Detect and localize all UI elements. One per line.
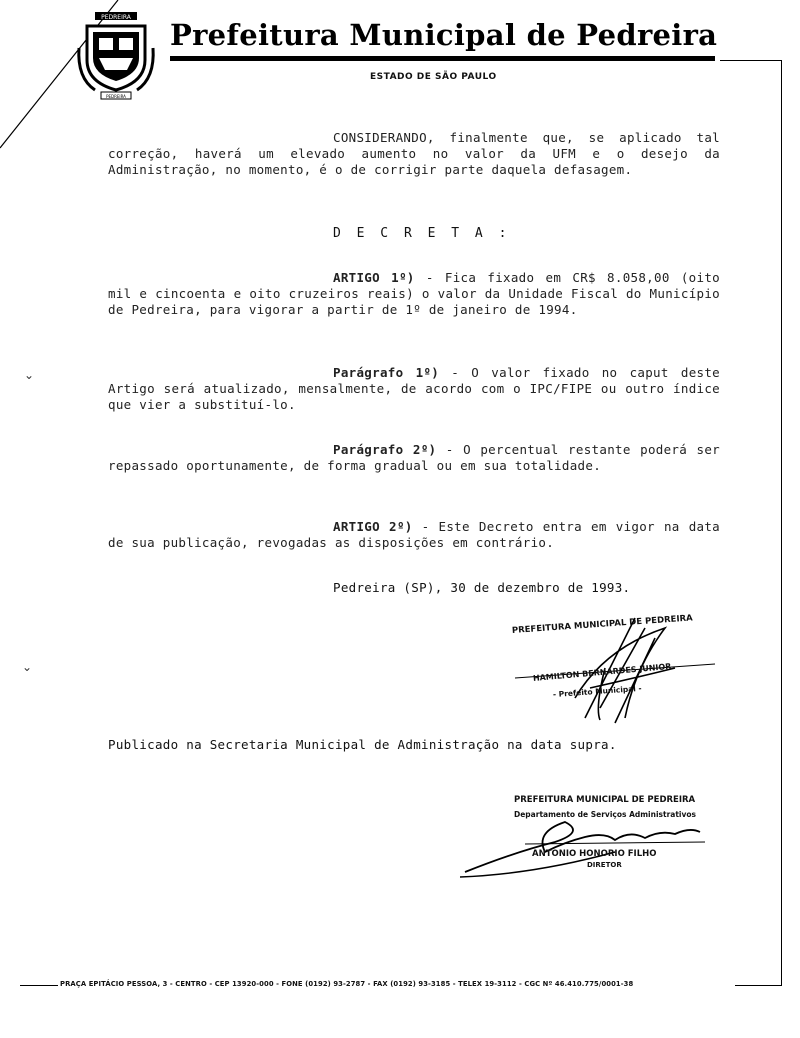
article-2-text: - Este Decreto entra em vigor na data de sua publicação, revogadas as disposições em contrário. (108, 519, 728, 550)
paragraph-1-heading: Parágrafo 1º) (333, 365, 440, 380)
state-subtitle: ESTADO DE SÃO PAULO (370, 72, 497, 82)
published-note: Publicado na Secretaria Municipal de Administração na data supra. (108, 737, 617, 752)
paragraph-2-heading: Parágrafo 2º) (333, 442, 437, 457)
title-underline (170, 56, 715, 61)
paragraph-2-text: - O percentual restante poderá ser repassado oportunamente, de forma gradual ou em sua totalidade. (108, 442, 728, 473)
mayor-role: - Prefeito Municipal - (552, 683, 642, 699)
article-1-text: - Fica fixado em CR$ 8.058,00 (oito mil e cincoenta e oito cruzeiros reais) o valor da Unidade Fiscal do Município de Pedreira, para vigorar a partir de 1º de janeiro de 1994. (108, 270, 728, 317)
coat-of-arms-icon (75, 8, 157, 100)
footer-rule-left (20, 985, 58, 986)
margin-mark: ⌄ (22, 660, 33, 674)
article-1 (108, 270, 728, 318)
considering-paragraph: CONSIDERANDO, finalmente que, se aplicado tal correção, haverá um elevado aumento no valor da UFM e o desejo da Administração, no momento, é o de corrigir parte daquela defasagem. (108, 130, 728, 177)
paragraph-2 (108, 442, 728, 474)
crest-banner-text: PEDREIRA (101, 14, 131, 21)
footer-address: PRAÇA EPITÁCIO PESSOA, 3 - CENTRO - CEP 13920-000 - FONE (0192) 93-2787 - FAX (0192) 93-3185 - TELEX 19-3112 - CGC Nº 46.410.775/0001-38 (60, 980, 634, 988)
director-name: ANTONIO HONORIO FILHO (532, 849, 657, 859)
director-stamp-dept: Departamento de Serviços Administrativos (514, 810, 697, 819)
paragraph-1-text: - O valor fixado no caput deste Artigo será atualizado, mensalmente, de acordo com o IPC/FIPE ou outro índice que vier a substituí-lo. (108, 365, 728, 412)
page-frame-right (781, 60, 782, 986)
margin-mark: ⌄ (24, 368, 35, 382)
crest-ribbon-text: PEDREIRA (106, 94, 126, 99)
director-role: DIRETOR (587, 861, 622, 869)
article-2 (108, 519, 728, 551)
mayor-stamp-org: PREFEITURA MUNICIPAL DE PEDREIRA (511, 613, 694, 636)
page-title: Prefeitura Municipal de Pedreira (170, 18, 718, 52)
place-date: Pedreira (SP), 30 de dezembro de 1993. (333, 580, 631, 595)
paragraph-1 (108, 365, 728, 413)
title-underline-extension (720, 60, 782, 61)
article-2-heading: ARTIGO 2º) (333, 519, 413, 534)
article-1-heading: ARTIGO 1º) (333, 270, 415, 285)
decreta-heading: D E C R E T A : (333, 226, 511, 241)
footer-rule-right (735, 985, 782, 986)
director-stamp-org: PREFEITURA MUNICIPAL DE PEDREIRA (514, 795, 696, 805)
mayor-name: HAMILTON BERNARDES JUNIOR (532, 661, 672, 683)
